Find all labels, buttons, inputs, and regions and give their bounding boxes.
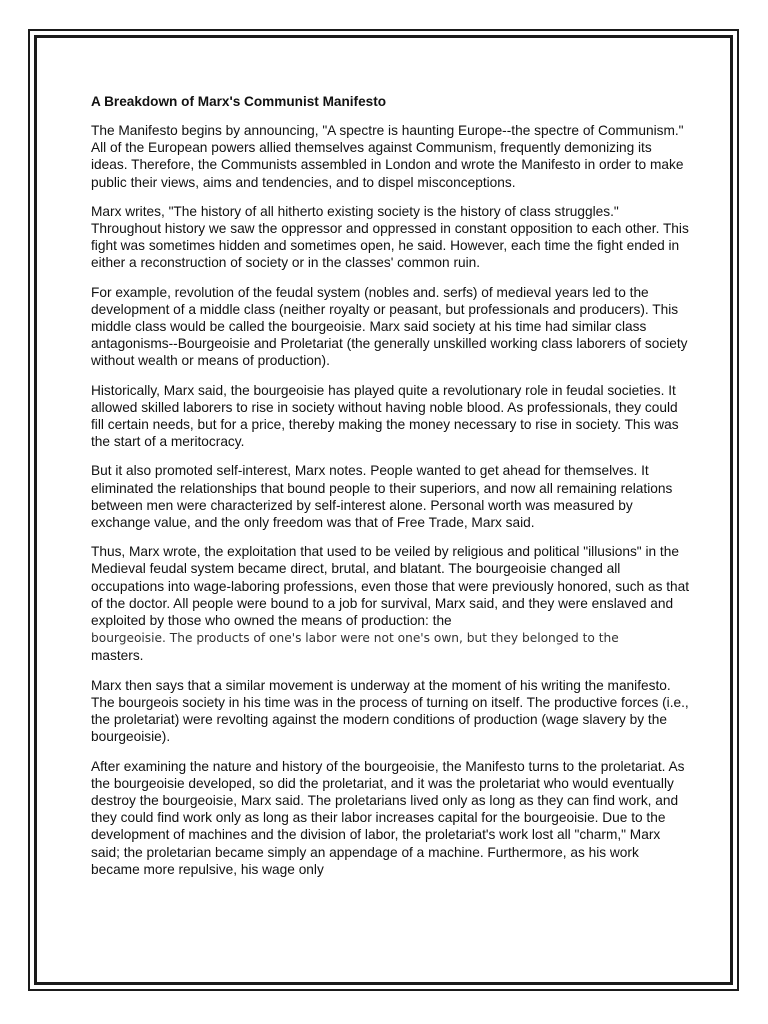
paragraph: The Manifesto begins by announcing, "A spectre is haunting Europe--the spectre of Communism." All of the European powers allied themselves against Communism, frequently demonizing its ideas. Therefore, the Communists assembled in London and wrote the Manifesto in order to make public their views, aims and tendencies, and to dispel misconceptions.: [91, 123, 684, 190]
paragraph: Historically, Marx said, the bourgeoisie has played quite a revolutionary role in feudal societies. It allowed skilled laborers to rise in society without having noble blood. As professionals, they could fill certain needs, but for a price, thereby making the money necessary to rise in society. This was the start of a meritocracy.: [91, 382, 679, 450]
document-title: A Breakdown of Marx's Communist Manifesto: [91, 94, 387, 109]
paragraph-text-alt-font: bourgeoisie. The products of one's labor were not one's own, but they belonged to the: [91, 631, 619, 646]
paragraph: But it also promoted self-interest, Marx notes. People wanted to get ahead for themselves. It eliminated the relationships that bound people to their superiors, and now all remaining relations between men were characterized by self-interest alone. Personal worth was measured by exchange value, and the only freedom was that of Free Trade, Marx said.: [91, 463, 673, 531]
paragraph-text: masters.: [91, 648, 144, 664]
paragraph: After examining the nature and history of the bourgeoisie, the Manifesto turns to the proletariat. As the bourgeoisie developed, so did the proletariat, and it was the proletariat who would eventually destroy the bourgeoisie, Marx said. The proletarians lived only as long as they can find work, and they could find work only as long as their labor increases capital for the bourgeoisie. Due to the development of machines and the division of labor, the proletariat's work lost all "charm," Marx said; the proletarian became simply an appendage of a machine. Furthermore, as his work became more repulsive, his wage only: [91, 758, 685, 877]
paragraph: Marx then says that a similar movement is underway at the moment of his writing the manifesto. The bourgeois society in his time was in the process of turning on itself. The productive forces (i.e., the proletariat) were revolting against the modern conditions of production (wage slavery by the bourgeoisie).: [91, 677, 689, 745]
paragraph: Marx writes, "The history of all hitherto existing society is the history of class struggles." Throughout history we saw the oppressor and oppressed in constant opposition to each other. This fight was sometimes hidden and sometimes open, he said. However, each time the fight ended in either a reconstruction of society or in the classes' common ruin.: [91, 203, 689, 271]
paragraph-text: Thus, Marx wrote, the exploitation that used to be veiled by religious and political "illusions" in the Medieval feudal system became direct, brutal, and blatant. The bourgeoisie changed all occupations into wage-laboring professions, even those that were previously honored, such as that of the doctor. All people were bound to a job for survival, Marx said, and they were enslaved and exploited by those who owned the means of production: the: [91, 544, 690, 629]
paragraph: For example, revolution of the feudal system (nobles and. serfs) of medieval years led to the development of a middle class (neither royalty or peasant, but professionals and producers). This middle class would be called the bourgeoisie. Marx said society at his time had similar class antagonisms--Bourgeoisie and Proletariat (the generally unskilled working class laborers of society without wealth or means of production).: [91, 284, 688, 369]
document-body: [91, 93, 691, 890]
paragraph: [91, 543, 691, 664]
